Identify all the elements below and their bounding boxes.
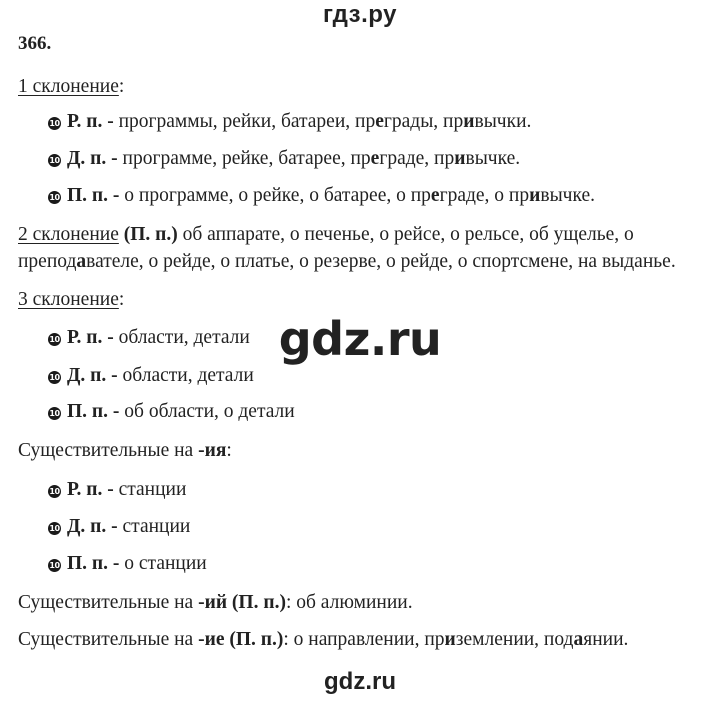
case-label: Д. п. -: [67, 365, 118, 386]
decl1-dp-row: [48, 147, 520, 171]
decl2-line2: [18, 250, 676, 274]
iya-rp-row: [48, 478, 186, 502]
bold-letter: и: [529, 185, 541, 206]
iy-text: : об алюминии.: [285, 592, 413, 613]
bullet-icon: 10: [49, 156, 60, 165]
iya-pp-row: [48, 552, 207, 576]
bullet-icon: 10: [49, 119, 60, 128]
case-text: об области, о детали: [119, 401, 295, 422]
ie-prefix: Существительные на: [18, 629, 199, 650]
iya-dp-row: [48, 515, 190, 539]
case-text: области, детали: [117, 365, 254, 386]
case-label: Р. п. -: [67, 479, 114, 500]
bullet-icon: 10: [49, 409, 60, 418]
case-text: граде, о пр: [439, 185, 530, 206]
case-text: вычки.: [474, 111, 532, 132]
footer-watermark: gdz.ru: [324, 668, 396, 695]
bold-letter: е: [430, 185, 440, 206]
decl2-line1: [18, 223, 634, 247]
iy-line: [18, 591, 413, 615]
case-text: граде, пр: [379, 148, 455, 169]
case-text: грады, пр: [383, 111, 464, 132]
decl1-heading: [18, 75, 124, 99]
decl3-heading-text: 3 склонение: [18, 289, 119, 310]
case-text: программе, рейке, батарее, пр: [117, 148, 371, 169]
case-text: вателе, о рейде, о платье, о резерве, о рейде, о спортсмене, на выданье.: [86, 251, 676, 272]
case-text: вычке.: [465, 148, 521, 169]
case-text: янии.: [583, 629, 629, 650]
iya-prefix: Существительные на: [18, 440, 199, 461]
case-text: о станции: [119, 553, 207, 574]
bullet-icon: 10: [49, 373, 60, 382]
decl1-heading-text: 1 склонение: [18, 76, 119, 97]
bullet-icon: 10: [49, 524, 60, 533]
decl3-colon: :: [118, 289, 125, 310]
decl3-pp-row: [48, 400, 295, 424]
bullet-icon: 10: [49, 193, 60, 202]
bullet-icon: 10: [49, 561, 60, 570]
bold-letter: и: [444, 629, 456, 650]
task-number: 366.: [18, 33, 52, 54]
case-text: : о направлении, пр: [283, 629, 445, 650]
case-label: Р. п. -: [67, 111, 114, 132]
case-label: П. п. -: [67, 553, 120, 574]
case-label: П. п. -: [67, 185, 120, 206]
ie-line: [18, 628, 628, 652]
bold-letter: и: [454, 148, 466, 169]
case-text: об аппарате, о печенье, о рейсе, о рельсе, об ущелье, о: [177, 224, 634, 245]
case-text: станции: [113, 479, 187, 500]
case-label: Р. п. -: [67, 327, 114, 348]
bold-letter: а: [573, 629, 584, 650]
bold-letter: е: [370, 148, 380, 169]
iya-heading: [18, 439, 232, 463]
case-label: (П. п.): [123, 224, 178, 245]
case-label: Д. п. -: [67, 148, 118, 169]
bold-letter: и: [463, 111, 475, 132]
decl1-rp-row: [48, 110, 531, 134]
ie-ending: -ие (П. п.): [198, 629, 284, 650]
case-text: станции: [117, 516, 191, 537]
case-text: о программе, о рейке, о батарее, о пр: [119, 185, 431, 206]
iya-colon: :: [226, 440, 232, 461]
bold-letter: а: [76, 251, 87, 272]
case-text: программы, рейки, батареи, пр: [113, 111, 376, 132]
iy-ending: -ий (П. п.): [198, 592, 286, 613]
decl1-colon: :: [118, 76, 125, 97]
site-title: гдз.ру: [323, 1, 397, 28]
decl2-heading: 2 склонение: [18, 224, 119, 245]
case-label: Д. п. -: [67, 516, 118, 537]
watermark: gdz.ru: [278, 312, 442, 366]
iy-prefix: Существительные на: [18, 592, 199, 613]
case-text: препод: [18, 251, 77, 272]
decl3-dp-row: [48, 364, 254, 388]
bold-letter: е: [375, 111, 384, 132]
case-text: вычке.: [540, 185, 596, 206]
case-text: области, детали: [113, 327, 250, 348]
decl1-pp-row: [48, 184, 595, 208]
iya-ending: -ия: [198, 440, 227, 461]
case-label: П. п. -: [67, 401, 120, 422]
bullet-icon: 10: [49, 335, 60, 344]
case-text: землении, под: [455, 629, 574, 650]
decl3-heading: [18, 288, 124, 312]
bullet-icon: 10: [49, 487, 60, 496]
